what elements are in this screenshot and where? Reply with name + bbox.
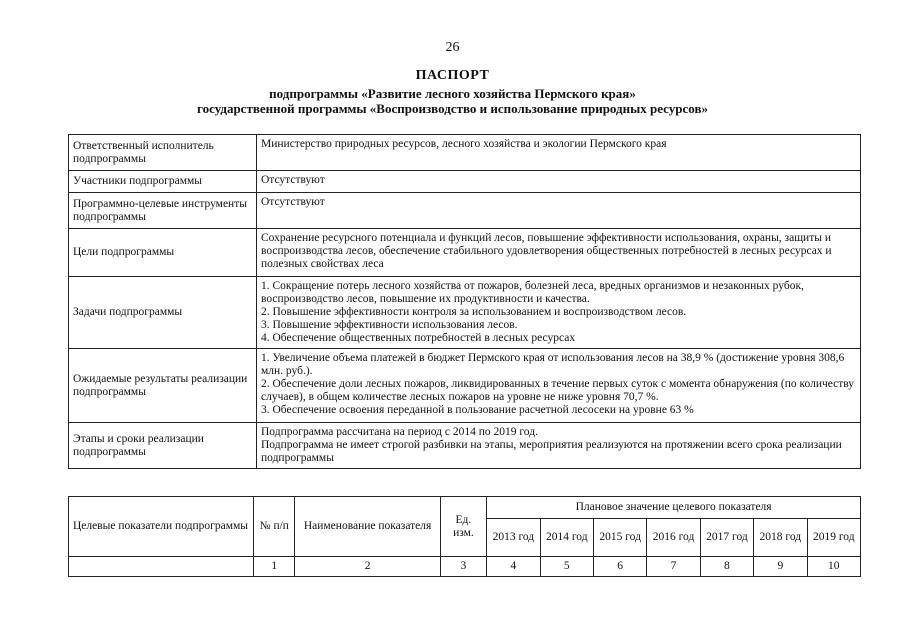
task-line: 1. Сокращение потерь лесного хозяйства от пожаров, болезней леса, вредных организмов и незаконных рубок, воспроизводство лесов, повышение их продуктивности и качества. xyxy=(261,280,804,305)
indicators-table xyxy=(68,496,861,577)
index-cell: 5 xyxy=(540,557,593,577)
passport-row-participants xyxy=(69,171,861,193)
result-line: 1. Увеличение объема платежей в бюджет Пермского края от использования лесов на 38,9 % (достижение уровня 308,6 млн. руб.). xyxy=(261,352,845,377)
year-header: 2016 год xyxy=(647,519,700,557)
index-cell: 7 xyxy=(647,557,700,577)
col-header-name: Наименование показателя xyxy=(295,497,440,557)
passport-row-tasks xyxy=(69,277,861,349)
row-value xyxy=(257,349,861,423)
document-title: ПАСПОРТ xyxy=(415,68,490,83)
indicators-header-row-1 xyxy=(69,497,861,519)
row-label: Этапы и сроки реализации подпрограммы xyxy=(69,423,257,469)
row-value: Отсутствуют xyxy=(257,171,861,193)
year-header: 2015 год xyxy=(593,519,646,557)
row-value: Министерство природных ресурсов, лесного хозяйства и экологии Пермского края xyxy=(257,135,861,171)
document-subtitle-1: подпрограммы «Развитие лесного хозяйства Пермского края» xyxy=(269,86,636,101)
year-header: 2019 год xyxy=(807,519,860,557)
passport-table xyxy=(68,134,861,469)
task-line: 4. Обеспечение общественных потребностей в лесных ресурсах xyxy=(261,332,576,344)
index-cell: 4 xyxy=(487,557,540,577)
task-line: 3. Повышение эффективности использования лесов. xyxy=(261,319,518,331)
col-header-unit: Ед. изм. xyxy=(440,497,487,557)
indicators-index-row xyxy=(69,557,861,577)
index-cell: 3 xyxy=(440,557,487,577)
row-value: Отсутствуют xyxy=(257,193,861,229)
col-header-num: № п/п xyxy=(254,497,295,557)
passport-row-results xyxy=(69,349,861,423)
index-cell: 1 xyxy=(254,557,295,577)
year-header: 2014 год xyxy=(540,519,593,557)
col-header-plan: Плановое значение целевого показателя xyxy=(487,497,861,519)
row-label: Ожидаемые результаты реализации подпрограммы xyxy=(69,349,257,423)
index-cell: 2 xyxy=(295,557,440,577)
result-line: 2. Обеспечение доли лесных пожаров, ликвидированных в течение первых суток с момента обнаружения (по количеству случаев), в общем количестве лесных пожаров на уровне не ниже уровня 70,7 %. xyxy=(261,378,855,403)
result-line: 3. Обеспечение освоения переданной в пользование расчетной лесосеки на уровне 63 % xyxy=(261,404,694,416)
index-cell: 9 xyxy=(754,557,807,577)
row-value: Сохранение ресурсного потенциала и функций лесов, повышение эффективности использования, охраны, защиты и воспроизводства лесов, обеспечение стабильного удовлетворения общественных потребностей в лесных ресурсах и полезных свойствах леса xyxy=(257,229,861,277)
year-header: 2017 год xyxy=(700,519,753,557)
year-header: 2013 год xyxy=(487,519,540,557)
index-cell: 10 xyxy=(807,557,860,577)
row-label: Ответственный исполнитель подпрограммы xyxy=(69,135,257,171)
row-value xyxy=(257,423,861,469)
row-label: Участники подпрограммы xyxy=(69,171,257,193)
stage-line: Подпрограмма рассчитана на период с 2014 по 2019 год. xyxy=(261,426,538,438)
page-number: 26 xyxy=(445,40,460,55)
passport-row-goals xyxy=(69,229,861,277)
row-label: Задачи подпрограммы xyxy=(69,277,257,349)
row-label: Цели подпрограммы xyxy=(69,229,257,277)
year-header: 2018 год xyxy=(754,519,807,557)
passport-row-stages xyxy=(69,423,861,469)
stage-line: Подпрограмма не имеет строгой разбивки на этапы, мероприятия реализуются на протяжении всего срока реализации подпрограммы xyxy=(261,439,842,464)
row-label: Программно-целевые инструменты подпрограммы xyxy=(69,193,257,229)
index-cell: 8 xyxy=(700,557,753,577)
document-subtitle-2: государственной программы «Воспроизводство и использование природных ресурсов» xyxy=(197,101,708,116)
task-line: 2. Повышение эффективности контроля за использованием и воспроизводством лесов. xyxy=(261,306,687,318)
index-cell: 6 xyxy=(593,557,646,577)
indicators-label: Целевые показатели подпрограммы xyxy=(69,497,254,557)
passport-row-executor xyxy=(69,135,861,171)
passport-row-instruments xyxy=(69,193,861,229)
empty-cell xyxy=(69,557,254,577)
row-value xyxy=(257,277,861,349)
